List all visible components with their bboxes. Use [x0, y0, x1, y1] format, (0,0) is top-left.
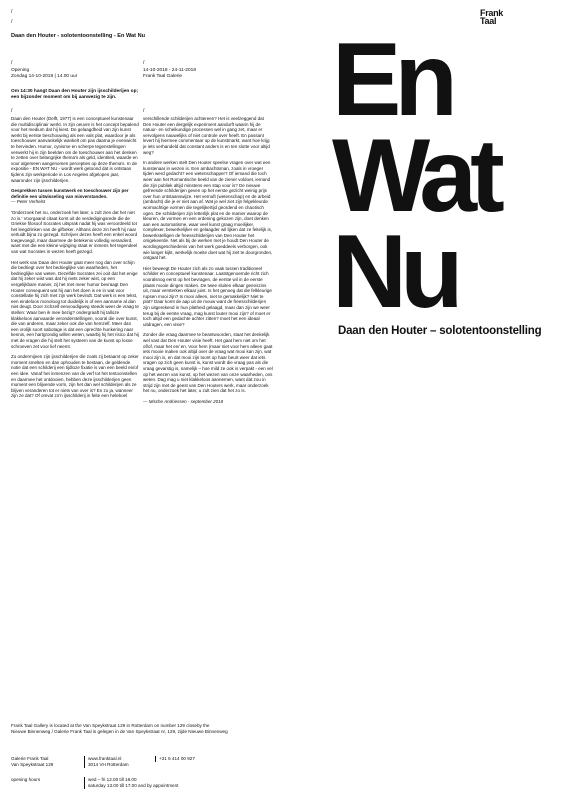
title-word: Wat	[332, 118, 498, 234]
slash-mark: /	[143, 60, 145, 66]
gallery-name: Galerie Frank Taal	[11, 756, 49, 761]
website-link[interactable]: www.franktaal.nl	[88, 756, 122, 761]
exhibition-period	[143, 68, 196, 80]
paragraph: Hier beweegt De Houter zich als zo vaak tussen traditioneel schilder en conceptueel kunstenaar. Laatstgenoemde richt zich vooralsnog eerst op het bevragen, de eerste wil in de eerste plaats mooie dingen maken. De twee sluiten elkaar geenszins uit, maar versterken elkaar juist. Is het genoeg dat die felkleurige rupsen mooi zijn? Is mooi alleen, niet te gemakkelijk? Niet te plat? Daar komt de aap uit de mouw want de freesschilderijen zijn uitgerekend in hun platheid gelaagd, maar dan zijn we weer terug bij de eerste vraag, mag kunst louter mooi zijn? of moet er toch altijd een gedachte achter zitten? moet het een ideaal uitdragen, een visie?	[143, 265, 272, 327]
street-address: Van Speykstraat 129	[11, 762, 54, 767]
exhibition-title	[332, 22, 498, 330]
opening-label: Opening	[11, 68, 30, 73]
quote-author: — Peter Verhelst	[11, 199, 46, 205]
logo-line: Frank	[480, 8, 504, 18]
hours-line: saturday 13.00 till 17.00 and by appointment	[88, 783, 179, 788]
opening-hours	[84, 777, 178, 789]
opening-datetime: Zondag 14-10-2018 | 14.00 uur	[11, 74, 78, 79]
paragraph: Zo ondermijnen zijn ijsschilderijen die zoals zij betaamt op zeker moment smelten en dan ophouden te bestaan, de geldende notie dat een schilderij een tijdloze fixatie is van een beeld en/of een idee. Vanaf het inmenzen van de verf tot het tentoonstellen en daarmee het ontdooien, hebben deze ijsschilderijen geen moment een blijvende vorm, zijn het dan wel schilderijen als ze blijven veranderen tot er niets van over is? En zo ja, wanneer zijn ze dat? Of omvat zo'n ijsschilderij in feite een heleboel	[11, 354, 139, 399]
text-column-left	[11, 116, 139, 589]
paragraph: Zonder die vraag daarmee te beantwoorden, staat het denkelijk wel vast dat Den Houter visie heeft. Het gaat hem niet om het of/of, maar het en/ en. Voor hem (maar niet voor hem alleen gaat iets mooie maken ook altijd over de vraag wat mooi kan zijn, wat mooi zijn is, en dat mooi zijn toont op haar beurt weer dat iets vragen op zich geen kunst is, kunst wordt die vraag pas als die vraag gevarstig is, namelijk – hoe mild ze ook is verpakt - een vel op het wezen van kunst, op het wezen van onze waarheden, ons weten. Dag mag u niet klakkeloos aannemen, want dat zou in strijd zijn met de geest van Den Houters werk, maar onderzoek het nu, onderzoek het later, u zult zien dat het zo is.	[143, 332, 273, 394]
text-column-right	[143, 116, 273, 589]
header-title: Daan den Houter - solotentoonstelling - En Wat Nu	[11, 33, 146, 39]
location-line: Nieuwe Binnenweg / Galerie Frank Taal is gelegen in de Van Speykstraat nr, 129, zijde Nieuwe Binnenweg	[11, 729, 228, 734]
logo-line: Taal	[480, 16, 497, 26]
opening-info	[11, 68, 77, 80]
slash-mark: /	[143, 108, 145, 114]
slash-mark: /	[11, 19, 13, 25]
gallery-address	[11, 756, 53, 768]
pull-quote: Gesprekken tussen kunstwerk en toeschouwer zijn per definitie een uitwisseling van misverstanden.	[11, 188, 129, 199]
gallery-contact	[84, 756, 129, 768]
author-signature: — Mische Andriessen - september 2018	[143, 398, 224, 404]
paragraph: Daan den Houter (Delft, 1977) is een conceptueel kunstenaar die multidisciplinair werkt. In zijn oeuvre is het concept bepalend voor het medium dat hij kiest. De gelaagdheid van zijn kunst werkt bij eerste beschouwing als een vals plat, waardoor je als toeschouwer aanvankelijk wankelt om pas daarna je evenwicht te hervinden. Humor, cynisme en scherpe tegenstellingen verwerkt hij in zijn beelden om de toeschouwer aan het denken te zetten over belangrijke thema's als geld, identiteit, waarde en voor algemeen aangenomen percepties op deze thema's. In de expositie - EN WAT NU - wordt werk getoond dat is ontstaan tijdens zijn werkperiode in Los Angeles afgelopen jaar, waaronder zijn ijsschilderijen.	[11, 116, 139, 183]
postal-code: 3014 VH Rotterdam	[88, 762, 129, 767]
title-word: Nu	[332, 214, 457, 330]
exhibition-subtitle: Daan den Houter – solotentoonstelling	[338, 325, 542, 337]
gallery-phone	[155, 756, 195, 762]
period-dates: 14-10-2018 - 24-11-2018	[143, 68, 196, 73]
paragraph: 'Onderzoek het nu, onderzoek het later, u zult zien dat het niet zo is.' Voorgaand citaat komt uit de verdedigingsrede die de Griekse filosoof Socrates uitsprak nadat hij was veroordeeld tot het leegdrinken van de gifbeker. Althans deze zin heeft hij naar verluidt bijna zo gezegd. Schrijver dezes heeft een enkel woord toegevoegd, maar daarmee de betekenis volledig veranderd, want met die een kleine wijziging staat er inmens het tegendeel van wat Socrates in wezen heeft gezegd.	[11, 209, 138, 255]
location-note	[11, 723, 228, 735]
slash-mark: /	[11, 108, 13, 114]
period-venue: Frank Taal Galerie	[143, 74, 183, 79]
hours-line: wed – fri 12.00 till 18.00	[88, 777, 137, 782]
slash-mark: /	[11, 60, 13, 66]
paragraph: Het werk van Daan den Houter gaat meer nog dan over schijn die bedriegt over het bedrieglijke van waarheden, het bedrieglijke van weten. Dezelfde Socrates zei ooit dat het enige dat hij zeker wist was dat hij niets zeker wist, op een vergelijkbare manier, zij het met meer humor bevraagt Den Houter consequent wat hij aan het doen is en in wat voor constellatie hij zich met zijn werk bevindt. Dat werk is een tekst, een eindeloos monoloog tot duidelijk is of een aanname al dan niet deugt. Door zichzelf eenvoudigweg steeds weer de vraag te stellen: Waar ben ik mee bezig? ondergraaft hij talloze klakkeloos aanvaarde veronderstellingen, vooral die over kunst, die van anderen, maar zeker ook die van hemzelf. Meer dan een vrolijk soort sabotage is dat een oprechte hunkering naar kennis, een hartgrondig willen weten, waarbij hij het risico dat hij met de vragen die hij stelt het systeem van de kunst op losse schroeven zet voor lief neemt.	[11, 259, 139, 349]
location-line: Frank Taal Gallery is located at the Van Speykstraat 129 in Rotterdam on number 129 closeby the	[11, 723, 210, 728]
paragraph: verschillende schilderijen achtereen? Het is veelzeggend dat Den Houter een dergelijk experiment aandurft waarin hij de natuur- en scheikundige processen wel in gang zet, maar er vervolgens nauwelijks of niet controle over heeft. En passant levert hij hiermee commentaar op de kunstmarkt, want hoe krijg je iets verhandeld dat constant anders is en ten slotte voor altijd weg?	[143, 116, 270, 155]
slash-mark: /	[11, 9, 13, 15]
gallery-logo	[480, 9, 503, 25]
paragraph: In andere werken stelt Den Houter speelse vragen over wat een kunstenaar in wezen is. Een ambachtsman, zoals in vroeger tijden werd gedacht? een wetenschapper? Of iemand die toch weer aan het Romantische beeld van de ziener voldoet, iemand die zijn publiek altijd minstens een stap voor is? De nieuwe gefreesde schilderijen geven op het eerste gezicht weinig prijs over hun ontstaanswijze. Het vernuft (wetenschap) en de arbeid (ambacht) die je er niet aan af. Wat je wel ziet zijn felgekleurde wormachtige vormen die tegelijkertijd geordend en chaotisch ogen. De schilderijen zijn letterlijk plat en de manier waarop de kleuren, de vormen en een ordening gekozen zijn, doet denken aan een automatisme, waar veel kunst graag moeilijker, complexer, bewerkelijker en gelaagder wil lijken dat ze feitelijk is, bewerkstelligen de freesschilderijen van Den Houter het omgekeerde. Net als bij de werken met je houdt Den Houter de wordingsgeschiedenis van het werk goeddeels verborgen, ook wie langer kijkt, werkelijk moeite doet wat hij ziet te doorgronden, ontgaat het.	[143, 160, 273, 261]
opening-hours-label: opening hours	[11, 777, 41, 782]
title-word: En	[332, 22, 451, 138]
opening-intro: Om 14:30 hangt Daan den Houter zijn ijsschilderijen op; een bijzonder moment om bij aanwezig te zijn.	[11, 89, 139, 100]
phone-number[interactable]: +31 6 414 00 927	[159, 756, 195, 761]
